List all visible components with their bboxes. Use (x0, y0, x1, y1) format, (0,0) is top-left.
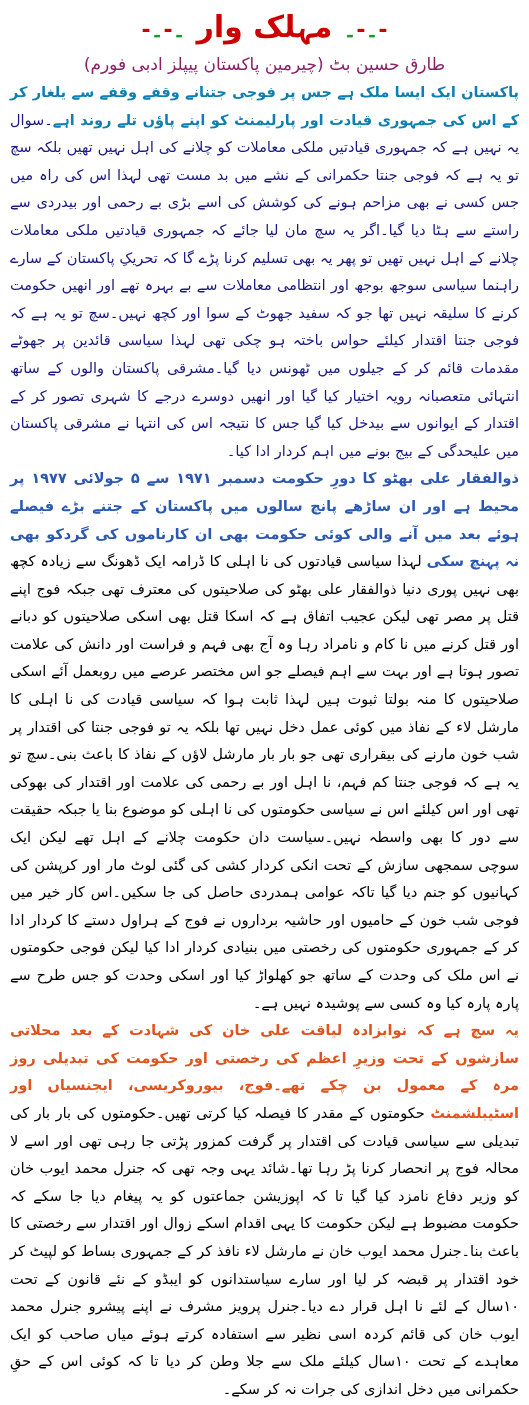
article-author: طارق حسین بٹ (چیرمین پاکستان پیپلز ادبی فورم) (83, 55, 446, 75)
header-dash-left: ۔-۔- (141, 18, 186, 43)
paragraph-1-lead: پاکستان ایک ایسا ملک ہے جس پر فوجی جتنانے وقفے وقفے سے یلغار کر کے اس کی جمہوری قیادت اور پارلیمنٹ کو اپنے پاؤں تلے روند اہے (10, 85, 519, 129)
article-title: مہلک وار (196, 10, 333, 45)
paragraph-2 (10, 466, 519, 1018)
paragraph-2-body: لہذا سیاسی قیادتوں کی نا اہلی کا ڈرامہ ایک ڈھونگ سے زیادہ کچھ بھی نہیں پوری دنیا ذوالفقار علی بھٹو کی صلاحیتوں کی معترف تھی جبکہ فوج اپنے قتل پر مصر تھی لیکن عجیب اتفاق ہے کہ اسکا قتل بھی اسکی صلاحیتوں کو دبانے اور قتل کرنے میں نا کام و نامراد رہا وہ آج بھی فہم و فراست اور دانش کی علامت تصور ہوتا ہے اور بہت سے اہم فیصلے جو اس مختصر عرصے میں روبعمل آئے اسکی صلاحیتوں کا منہ بولتا ثبوت ہیں لہذا ثابت ہوا کہ سیاسی قیادت کی نا اہلی کا مارشل لاء کے نفاذ میں کوئی عمل دخل نہیں تھا بلکہ یہ تو فوجی جنتا کی اقتدار پر شب خون مارنے کی بیقراری تھی جو بار بار مارشل لاؤں کے نفاذ کا باعث بنی۔سچ تو یہ ہے کہ فوجی جنتا کم فہم، نا اہل اور بے رحمی کی علامت اور اقتدار کی بھوکی تھی اور اس کیلئے اس نے سیاسی حکومتوں کی نا اہلی کو موضوع بنا یا جبکہ حقیقت سے دور کا بھی واسطہ نہیں۔سیاست دان حکومت چلانے کے اہل تھے لیکن ایک سوچی سمجھی سازش کے تحت انکی کردار کشی کی گئی لوٹ مار اور کرپشن کی کہانیوں کو جنم دیا گیا تاکہ عوامی ہمدردی حاصل کی جا سکیں۔اس کار خیر میں فوجی شب خون کے حامیوں اور حاشیہ برداروں نے فوج کے ہراول دستے کا کردار ادا کر کے جمہوری حکومتوں کی رخصتی میں بنیادی کردار ادا کیا لیکن فوجی حکومتوں نے اس ملک کی وحدت کے ساتھ جو کھلواڑ کیا اور اسکی وحدت کو جس طرح سے پارہ پارہ کیا وہ کسی سے پوشیدہ نہیں ہے۔ (10, 554, 519, 1012)
header-dash-right: -۔-۔ (343, 18, 388, 43)
paragraph-3 (10, 1018, 519, 1404)
paragraph-2-lead: ذوالفقار علی بھٹو کا دورِ حکومت دسمبر ۱۹۷۱ سے ۵ جولائی ۱۹۷۷ پر محیط ہے اور ان ساڑھے پانچ سالوں میں پاکستان کے جتنے بڑے فیصلے ہوئے بعد میں آنے والی کوئی حکومت بھی ان کارناموں کی گردکو بھی نہ پہنچ سکی (10, 471, 520, 571)
article-header (10, 6, 519, 50)
paragraph-3-lead: یہ سچ ہے کہ نوابزادہ لیاقت علی خان کی شہادت کے بعد محلاتی سازشوں کے تحت وزیرِ اعظم کی رخصتی اور حکومت کی تبدیلی روز مرہ کے معمول بن چکے تھے۔فوج، بیوروکریسی، ایجنسیاں اور اسٹیبلشمنٹ (10, 1023, 520, 1122)
paragraph-1-body: ۔سوال یہ نہیں ہے کہ جمہوری قیادتیں ملکی معاملات کو چلانے کی اہل نہیں تھیں بلکہ سچ تو یہ ہے کہ فوجی جنتا حکمرانی کے نشے میں بد مست تھی لہذا اس کی راہ میں جس کسی نے بھی مزاحم ہونے کی کوشش کی اسے بڑی بے رحمی اور بیدردی سے راستے سے ہٹا دیا گیا۔اگر یہ سچ مان لیا جائے کہ جمہوری قیادتیں ملکی معاملات چلانے کے اہل نہیں تھیں تو پھر یہ بھی تسلیم کرنا پڑے گا کہ تحریکِ پاکستان کے سارے راہنما سیاسی سوجھ بوجھ اور انتظامی معاملات سے بے بہرہ تھے اور انھیں حکومت کرنے کا سلیقہ نہیں تھا جو کہ سفید جھوٹ کے سوا اور کچھ نہیں۔سچ تو یہ ہے کہ فوجی جنتا اقتدار کیلئے حواس باختہ ہو چکی تھی لہذا سیاسی قائدین پر جھوٹے مقدمات قائم کر کے جیلوں میں ٹھونس دیا گیا۔مشرقی پاکستان والوں کے ساتھ انتہائی متعصبانہ رویہ اختیار کیا گیا اور انھیں دوسرے درجے کا شہری تصور کر کے اقتدار کے ایوانوں سے بیدخل کیا گیا جس کا نتیجہ اس کی انتہا نے مشرقی پاکستان میں علیحدگی کے بیج بونے میں اہم کردار ادا کیا۔ (10, 112, 519, 460)
paragraph-3-body: حکومتوں کے مقدر کا فیصلہ کیا کرتی تھیں۔حکومتوں کی بار بار کی تبدیلی سے سیاسی قیادت کی اقتدار پر گرفت کمزور پڑتی جا رہی تھی اور اسے لا محالہ فوج پر انحصار کرنا پڑ رہا تھا۔شائد یہی وجہ تھی کہ جنرل محمد ایوب خان کو وزیر دفاع نامزد کیا گیا تا کہ اپوزیشن جماعتوں کو یہ پیغام دیا جا سکے کہ حکومت مضبوط ہے لیکن حکومت کا یہی اقدام اسکے زوال اور اقتدار سے رخصتی کا باعث بنا۔جنرل محمد ایوب خان نے مارشل لاء نافذ کر کے جمہوری بساط کو لپیٹ کر خود اقتدار پر قبضہ کر لیا اور سارے سیاستدانوں کو ایبڈو کے نئے قانون کے تحت ۱۰سال کے لئے نا اہل قرار دے دیا۔جنرل پرویز مشرف نے اپنے پیشرو جنرل محمد ایوب خان کی قائم کردہ اسی نظیر سے استفادہ کرتے ہوئے میاں صاحب کو ایک معاہدے کے تحت ۱۰سال کیلئے ملک سے جلا وطن کر دیا تا کہ کوئی اس کے حقِ حکمرانی میں دخل اندازی کی جرات نہ کر سکے۔ (10, 1105, 519, 1398)
paragraph-1 (10, 80, 519, 466)
